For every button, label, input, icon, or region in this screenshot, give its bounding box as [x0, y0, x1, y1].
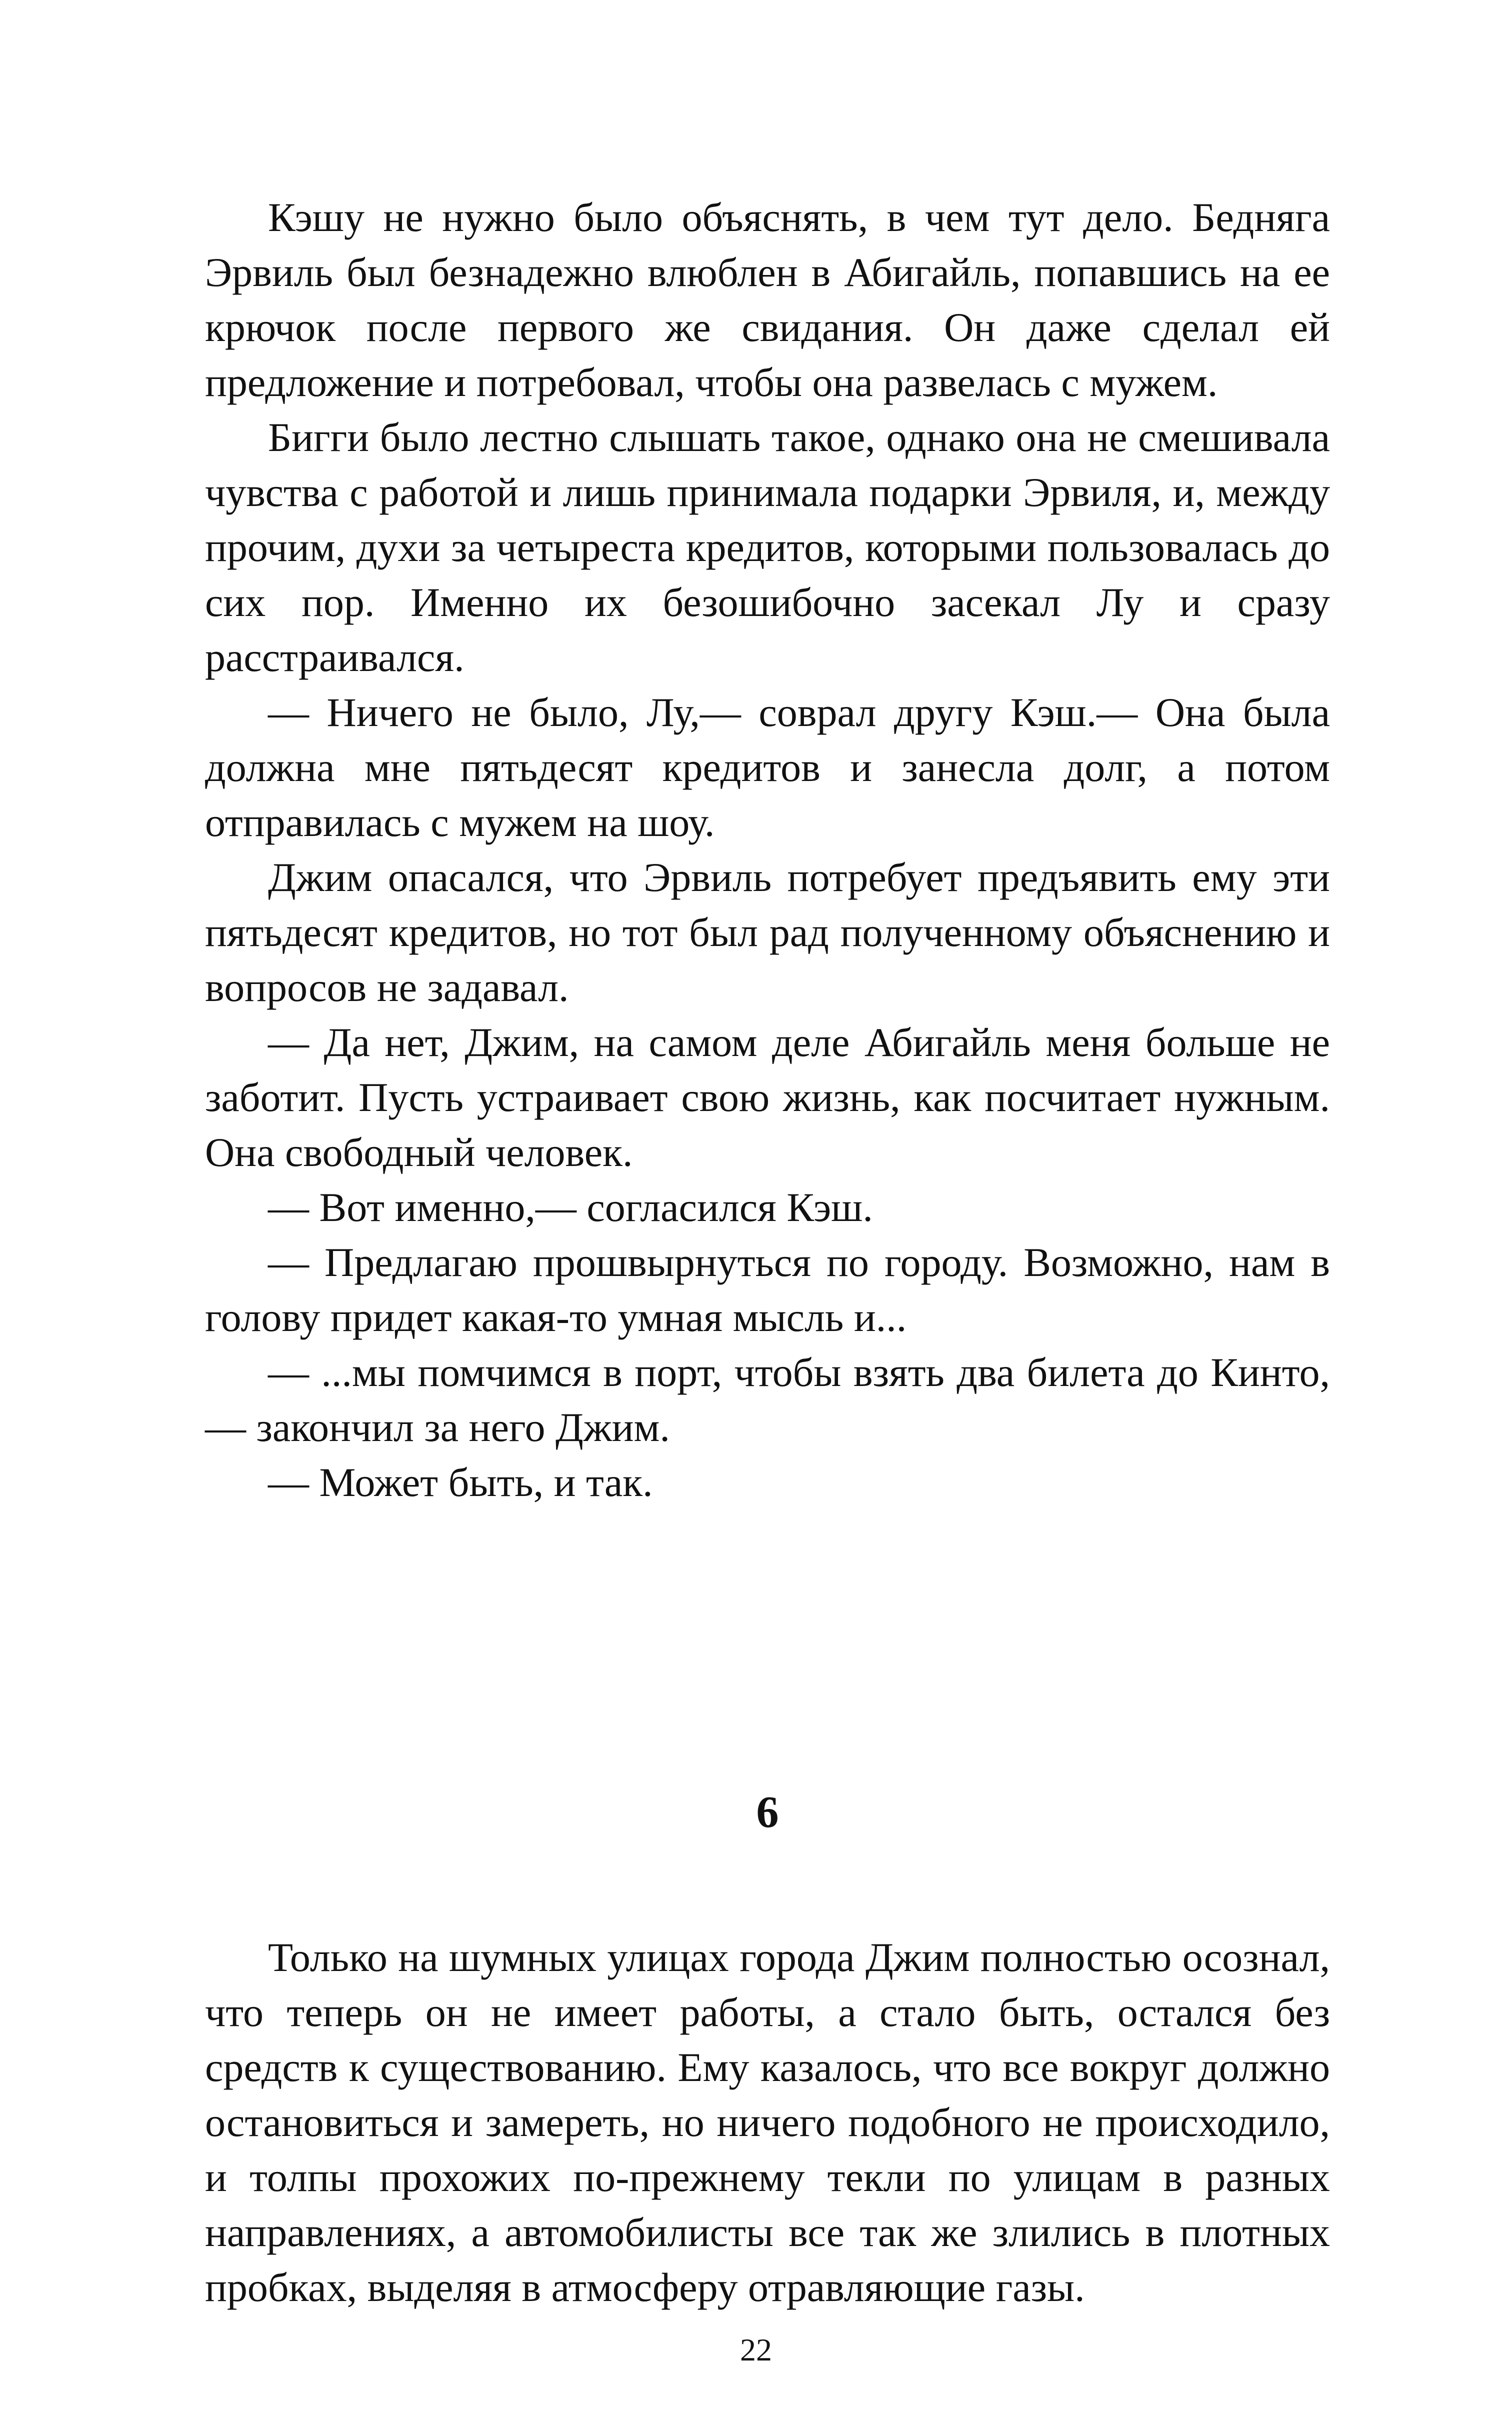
chapter-heading: 6	[756, 1788, 779, 1837]
paragraph: — Предлагаю прошвырнуться по городу. Возможно, нам в голову придет какая-то умная мысль и...	[205, 1240, 1330, 1340]
paragraph: — ...мы помчимся в порт, чтобы взять два билета до Кинто,— закончил за него Джим.	[205, 1350, 1330, 1450]
paragraph: Джим опасался, что Эрвиль потребует предъявить ему эти пятьдесят кредитов, но тот был рад полученному объяснению и вопросов не задавал.	[205, 854, 1330, 1010]
book-page	[205, 190, 1330, 2310]
paragraph: Кэшу не нужно было объяснять, в чем тут дело. Бедняга Эрвиль был безнадежно влюблен в Абигайль, попавшись на ее крючок после первого же свидания. Он даже сделал ей предложение и потребовал, чтобы она развелась с мужем.	[205, 194, 1330, 405]
text-block	[205, 190, 1330, 1510]
paragraph: Только на шумных улицах города Джим полностью осознал, что теперь он не имеет работы, а стало быть, остался без средств к существованию. Ему казалось, что все вокруг должно остановиться и замереть, но ничего подобного не происходило, и толпы прохожих по-прежнему текли по улицам в разных направлениях, а автомобилисты все так же злились в плотных пробках, выделяя в атмосферу отравляющие газы.	[205, 1934, 1330, 2310]
paragraph: — Может быть, и так.	[268, 1460, 653, 1505]
paragraph: Бигги было лестно слышать такое, однако она не смешивала чувства с работой и лишь принимала подарки Эрвиля, и, между прочим, духи за четыреста кредитов, которыми пользовалась до сих пор. Именно их безошибочно засекал Лу и сразу расстраивался.	[205, 414, 1330, 680]
paragraph: — Да нет, Джим, на самом деле Абигайль меня больше не заботит. Пусть устраивает свою жизнь, как посчитает нужным. Она свободный человек.	[205, 1020, 1330, 1175]
paragraph: — Вот именно,— согласился Кэш.	[268, 1184, 873, 1230]
page-number: 22	[740, 2332, 772, 2368]
paragraph: — Ничего не было, Лу,— соврал другу Кэш.— Она была должна мне пятьдесят кредитов и занесла долг, а потом отправилась с мужем на шоу.	[205, 690, 1330, 845]
chapter-body	[205, 1930, 1330, 2315]
